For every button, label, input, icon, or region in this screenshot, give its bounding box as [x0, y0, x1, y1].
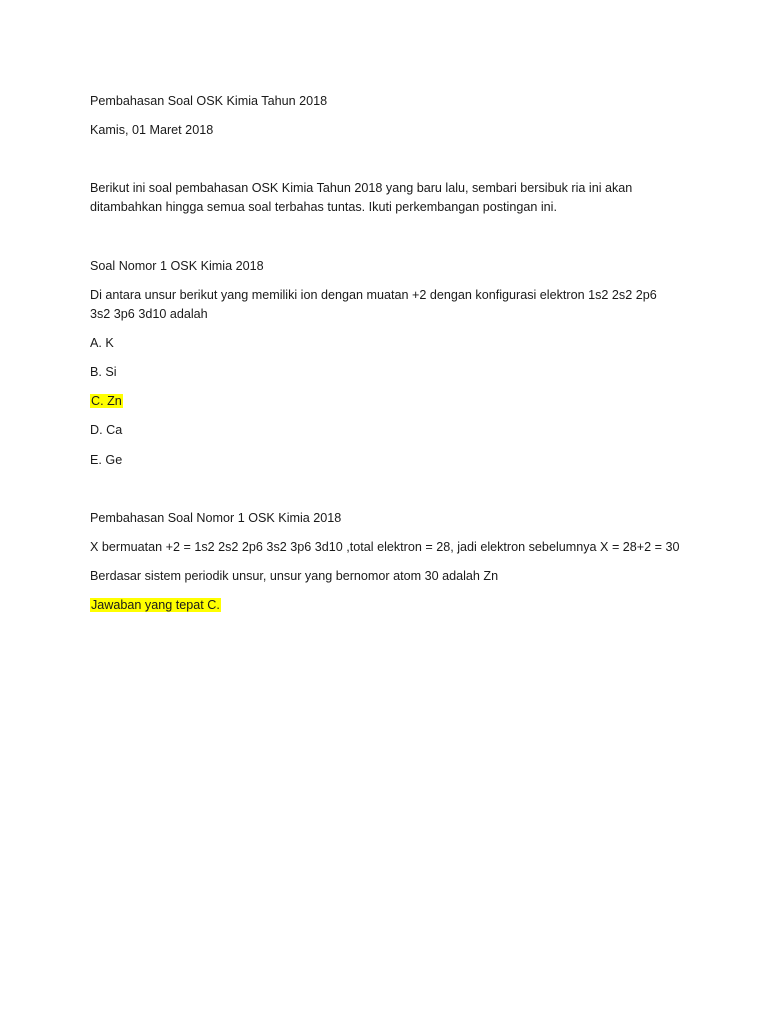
option-e: E. Ge	[90, 453, 123, 467]
document-title: Pembahasan Soal OSK Kimia Tahun 2018	[90, 94, 328, 108]
discussion-line-1: X bermuatan +2 = 1s2 2s2 2p6 3s2 3p6 3d10 ,total elektron = 28, jadi elektron sebelumnya X = 28+2 = 30	[90, 540, 680, 554]
option-a: A. K	[90, 336, 114, 350]
answer-highlight: Jawaban yang tepat C.	[91, 598, 220, 612]
option-d: D. Ca	[90, 423, 123, 437]
option-b: B. Si	[90, 365, 117, 379]
question-text-line-2: 3s2 3p6 3d10 adalah	[90, 307, 208, 321]
option-c-highlighted	[90, 392, 123, 411]
discussion-heading: Pembahasan Soal Nomor 1 OSK Kimia 2018	[90, 511, 342, 525]
answer-line	[90, 596, 221, 615]
intro-line-1: Berikut ini soal pembahasan OSK Kimia Tahun 2018 yang baru lalu, sembari bersibuk ria ini akan	[90, 181, 633, 195]
document-date: Kamis, 01 Maret 2018	[90, 123, 214, 137]
option-c-highlight: C. Zn	[91, 394, 122, 408]
question-heading: Soal Nomor 1 OSK Kimia 2018	[90, 259, 264, 273]
discussion-line-2: Berdasar sistem periodik unsur, unsur yang bernomor atom 30 adalah Zn	[90, 569, 499, 583]
intro-line-2: ditambahkan hingga semua soal terbahas tuntas. Ikuti perkembangan postingan ini.	[90, 200, 557, 214]
question-text-line-1: Di antara unsur berikut yang memiliki ion dengan muatan +2 dengan konfigurasi elektron 1s2 2s2 2p6	[90, 288, 657, 302]
